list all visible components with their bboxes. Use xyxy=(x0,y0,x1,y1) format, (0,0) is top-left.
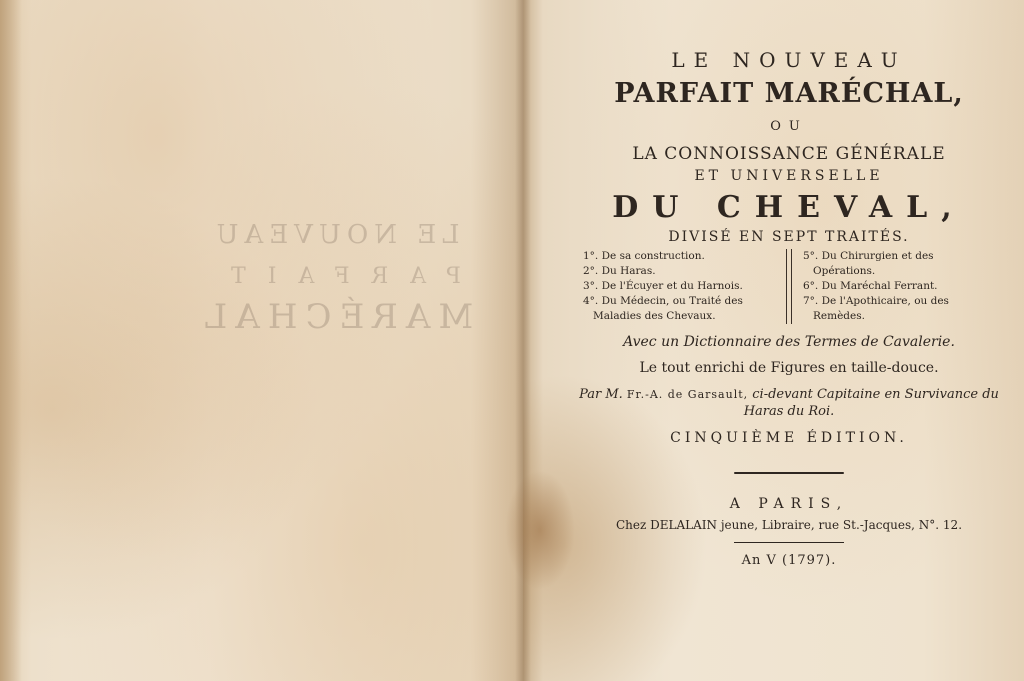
treatises-left-column xyxy=(583,249,775,324)
date-line: An V (1797). xyxy=(741,553,837,568)
author-prefix: Par M. xyxy=(579,387,623,402)
bleed-line-2: PARFAIT xyxy=(209,264,461,289)
city-line: A PARIS, xyxy=(729,496,849,512)
treatise-item: 2°. Du Haras. xyxy=(583,265,656,277)
divider-rule xyxy=(734,542,844,543)
dictionary-line: Avec un Dictionnaire des Termes de Cavalerie. xyxy=(623,334,955,350)
publisher-line: Chez DELALAIN jeune, Libraire, rue St.-Jacques, N°. 12. xyxy=(615,518,963,532)
column-divider xyxy=(786,249,792,324)
water-stain xyxy=(505,470,575,590)
author-suffix: ci-devant Capitaine en Survivance du Haras du Roi. xyxy=(743,387,999,419)
treatises-list xyxy=(579,249,999,324)
treatise-item: 4°. Du Médecin, ou Traité des Maladies des Chevaux. xyxy=(583,295,743,322)
title-line-connoissance: LA CONNOISSANCE GÉNÉRALE xyxy=(632,144,946,164)
title-line-le-nouveau: LE NOUVEAU xyxy=(671,48,907,72)
author-name: Fr.-A. de Garsault, xyxy=(626,388,749,401)
treatise-item: 6°. Du Maréchal Ferrant. xyxy=(803,280,938,292)
bleed-through-text xyxy=(170,220,500,337)
edition-line: CINQUIÈME ÉDITION. xyxy=(670,430,908,446)
title-line-universelle: ET UNIVERSELLE xyxy=(694,168,884,184)
title-line-parfait-marechal: PARFAIT MARÉCHAL, xyxy=(614,78,964,109)
right-page xyxy=(523,0,1024,681)
title-line-du-cheval: DU CHEVAL, xyxy=(612,190,966,225)
treatise-item: 3°. De l'Écuyer et du Harnois. xyxy=(583,280,743,292)
author-line xyxy=(579,386,999,420)
treatises-right-column xyxy=(803,249,995,324)
figures-line: Le tout enrichi de Figures en taille-douce. xyxy=(639,360,939,376)
title-line-sept-traites: DIVISÉ EN SEPT TRAITÉS. xyxy=(668,229,910,245)
title-page xyxy=(579,48,999,568)
treatise-item: 1°. De sa construction. xyxy=(583,250,705,262)
treatise-item: 7°. De l'Apothicaire, ou des Remèdes. xyxy=(803,295,949,322)
bleed-line-1: LE NOUVEAU xyxy=(210,220,460,250)
treatise-item: 5°. Du Chirurgien et des Opérations. xyxy=(803,250,934,277)
title-line-ou: OU xyxy=(770,119,808,134)
ornamental-rule xyxy=(734,472,844,474)
bleed-line-3: MARÉCHAL xyxy=(196,297,474,337)
